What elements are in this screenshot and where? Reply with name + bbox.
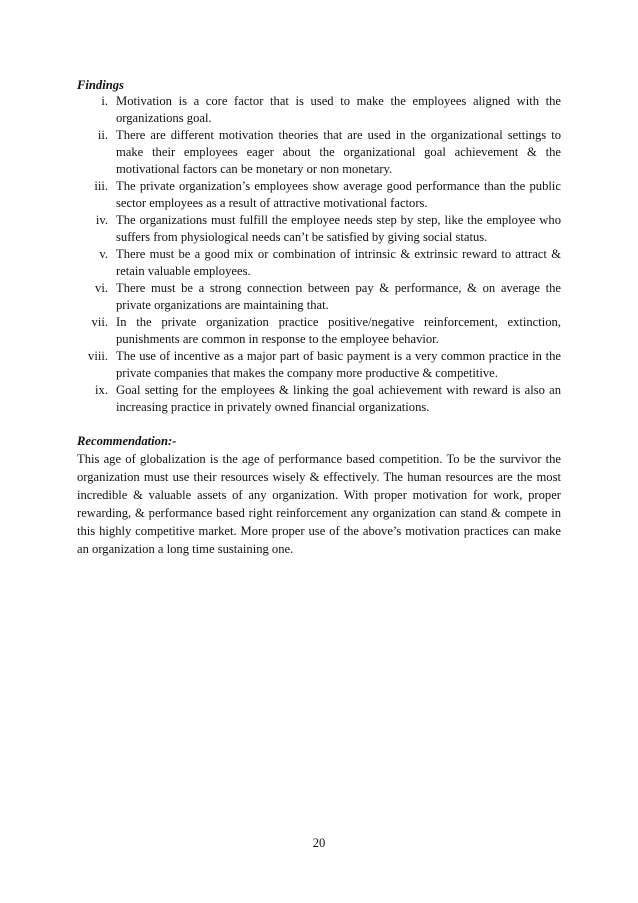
finding-number: iv.: [95, 213, 108, 227]
findings-list: [0, 93, 638, 416]
finding-text: The organizations must fulfill the employee needs step by step, like the employee who suffers from physiological needs can’t be satisfied by giving social status.: [116, 213, 561, 244]
finding-number: ii.: [97, 128, 108, 142]
findings-heading: Findings: [77, 78, 124, 92]
finding-number: v.: [99, 247, 108, 261]
recommendation-paragraph: This age of globalization is the age of performance based competition. To be the survivor the organization must use their resources wisely & effectively. The human resources are the most incredible & valuable assets of any organization. With proper motivation for work, proper rewarding, & performance based right reinforcement any organization can stand & compete in this highly competitive market. More proper use of the above’s motivation practices can make an organization a long time sustaining one.: [77, 452, 561, 556]
finding-item: [0, 127, 638, 178]
finding-text: In the private organization practice positive/negative reinforcement, extinction, punishments are common in response to the employee behavior.: [116, 315, 561, 346]
finding-item: [0, 93, 638, 127]
finding-item: [0, 348, 638, 382]
finding-item: [0, 246, 638, 280]
finding-text: The use of incentive as a major part of basic payment is a very common practice in the private companies that makes the company more productive & competitive.: [116, 349, 561, 380]
finding-text: Goal setting for the employees & linking the goal achievement with reward is also an increasing practice in privately owned financial organizations.: [116, 383, 561, 414]
finding-text: The private organization’s employees show average good performance than the public sector employees as a result of attractive motivational factors.: [116, 179, 561, 210]
finding-item: [0, 212, 638, 246]
finding-text: There are different motivation theories that are used in the organizational settings to make their employees eager about the organizational goal achievement & the motivational factors can be monetary or non monetary.: [116, 128, 561, 176]
finding-text: There must be a good mix or combination of intrinsic & extrinsic reward to attract & retain valuable employees.: [116, 247, 561, 278]
finding-item: [0, 314, 638, 348]
finding-item: [0, 178, 638, 212]
finding-item: [0, 382, 638, 416]
finding-number: viii.: [88, 349, 108, 363]
finding-item: [0, 280, 638, 314]
recommendation-heading: Recommendation:-: [77, 434, 177, 448]
finding-text: There must be a strong connection between pay & performance, & on average the private organizations are maintaining that.: [116, 281, 561, 312]
page-number: 20: [312, 836, 326, 850]
finding-number: iii.: [94, 179, 108, 193]
finding-number: i.: [101, 94, 108, 108]
finding-number: vii.: [91, 315, 108, 329]
finding-number: vi.: [95, 281, 108, 295]
finding-text: Motivation is a core factor that is used to make the employees aligned with the organizations goal.: [116, 94, 561, 125]
finding-number: ix.: [95, 383, 108, 397]
